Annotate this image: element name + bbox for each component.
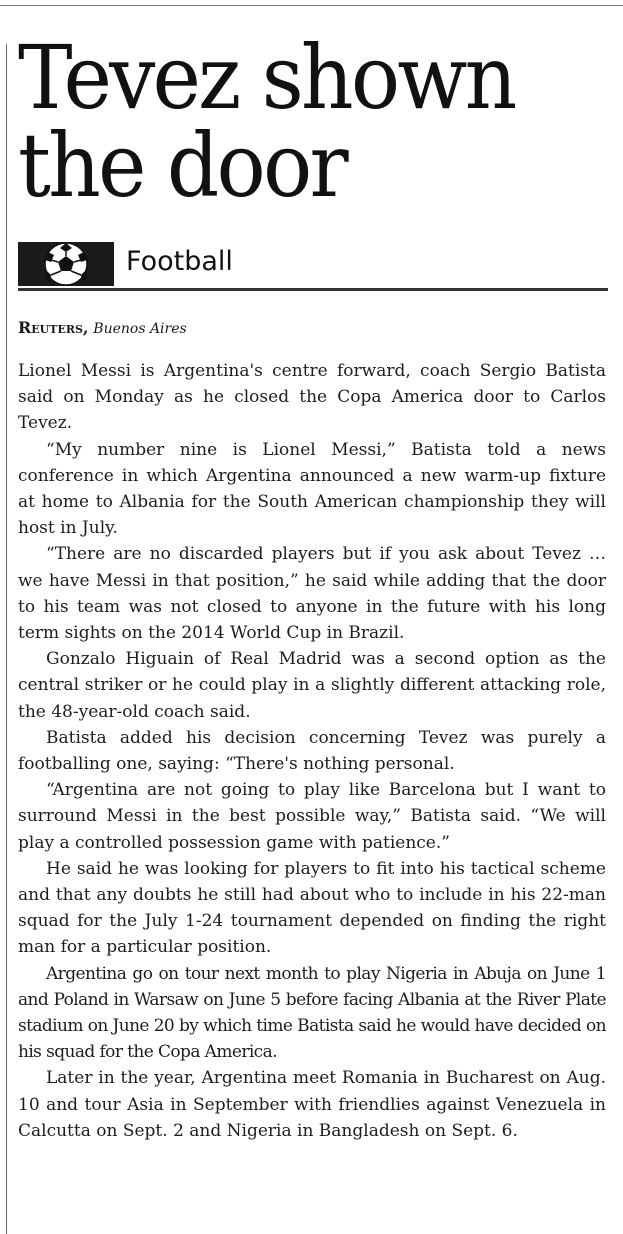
section-rule	[18, 288, 608, 291]
section-header	[18, 238, 608, 290]
article-paragraph: Batista added his decision concerning Tevez was purely a footballing one, saying: “There's nothing personal.	[18, 727, 606, 775]
article-paragraph: Argentina go on tour next month to play Nigeria in Abuja on June 1 and Poland in Warsaw on June 5 before facing Albania at the River Plate stadium on June 20 by which time Batista said he would have decided on his squad for the Copa America.	[18, 963, 606, 1063]
headline-line-2: the door	[18, 114, 346, 217]
dateline-place: Buenos Aires	[93, 321, 187, 337]
section-label: Football	[126, 246, 233, 277]
dateline-agency: Reuters,	[18, 318, 89, 337]
article-paragraph: “Argentina are not going to play like Barcelona but I want to surround Messi in the best possible way,” Batista said. “We will play a controlled possession game with patience.”	[18, 780, 606, 853]
article-paragraph: Gonzalo Higuain of Real Madrid was a second option as the central striker or he could play in a slightly different attacking role, the 48-year-old coach said.	[18, 649, 606, 722]
dateline	[18, 318, 187, 339]
headline	[18, 26, 576, 217]
article-paragraph: Lionel Messi is Argentina's centre forward, coach Sergio Batista said on Monday as he closed the Copa America door to Carlos Tevez.	[18, 361, 606, 434]
top-rule	[0, 5, 623, 6]
article-paragraph: He said he was looking for players to fit into his tactical scheme and that any doubts he still had about who to include in his 22-man squad for the July 1-24 tournament depended on finding the right man for a particular position.	[18, 858, 606, 958]
column-rule	[6, 44, 7, 1234]
article-paragraph: “There are no discarded players but if you ask about Tevez … we have Messi in that position,” he said while adding that the door to his team was not closed to anyone in the future with his long term sights on the 2014 World Cup in Brazil.	[18, 544, 606, 644]
article-paragraph: “My number nine is Lionel Messi,” Batista told a news conference in which Argentina announced a new warm-up fixture at home to Albania for the South American championship they will host in July.	[18, 439, 606, 539]
headline-line-1: Tevez shown	[18, 26, 515, 129]
article-body	[18, 358, 606, 1144]
article-paragraph: Later in the year, Argentina meet Romania in Bucharest on Aug. 10 and tour Asia in September with friendlies against Venezuela in Calcutta on Sept. 2 and Nigeria in Bangladesh on Sept. 6.	[18, 1068, 606, 1141]
soccer-ball-icon	[18, 242, 114, 286]
